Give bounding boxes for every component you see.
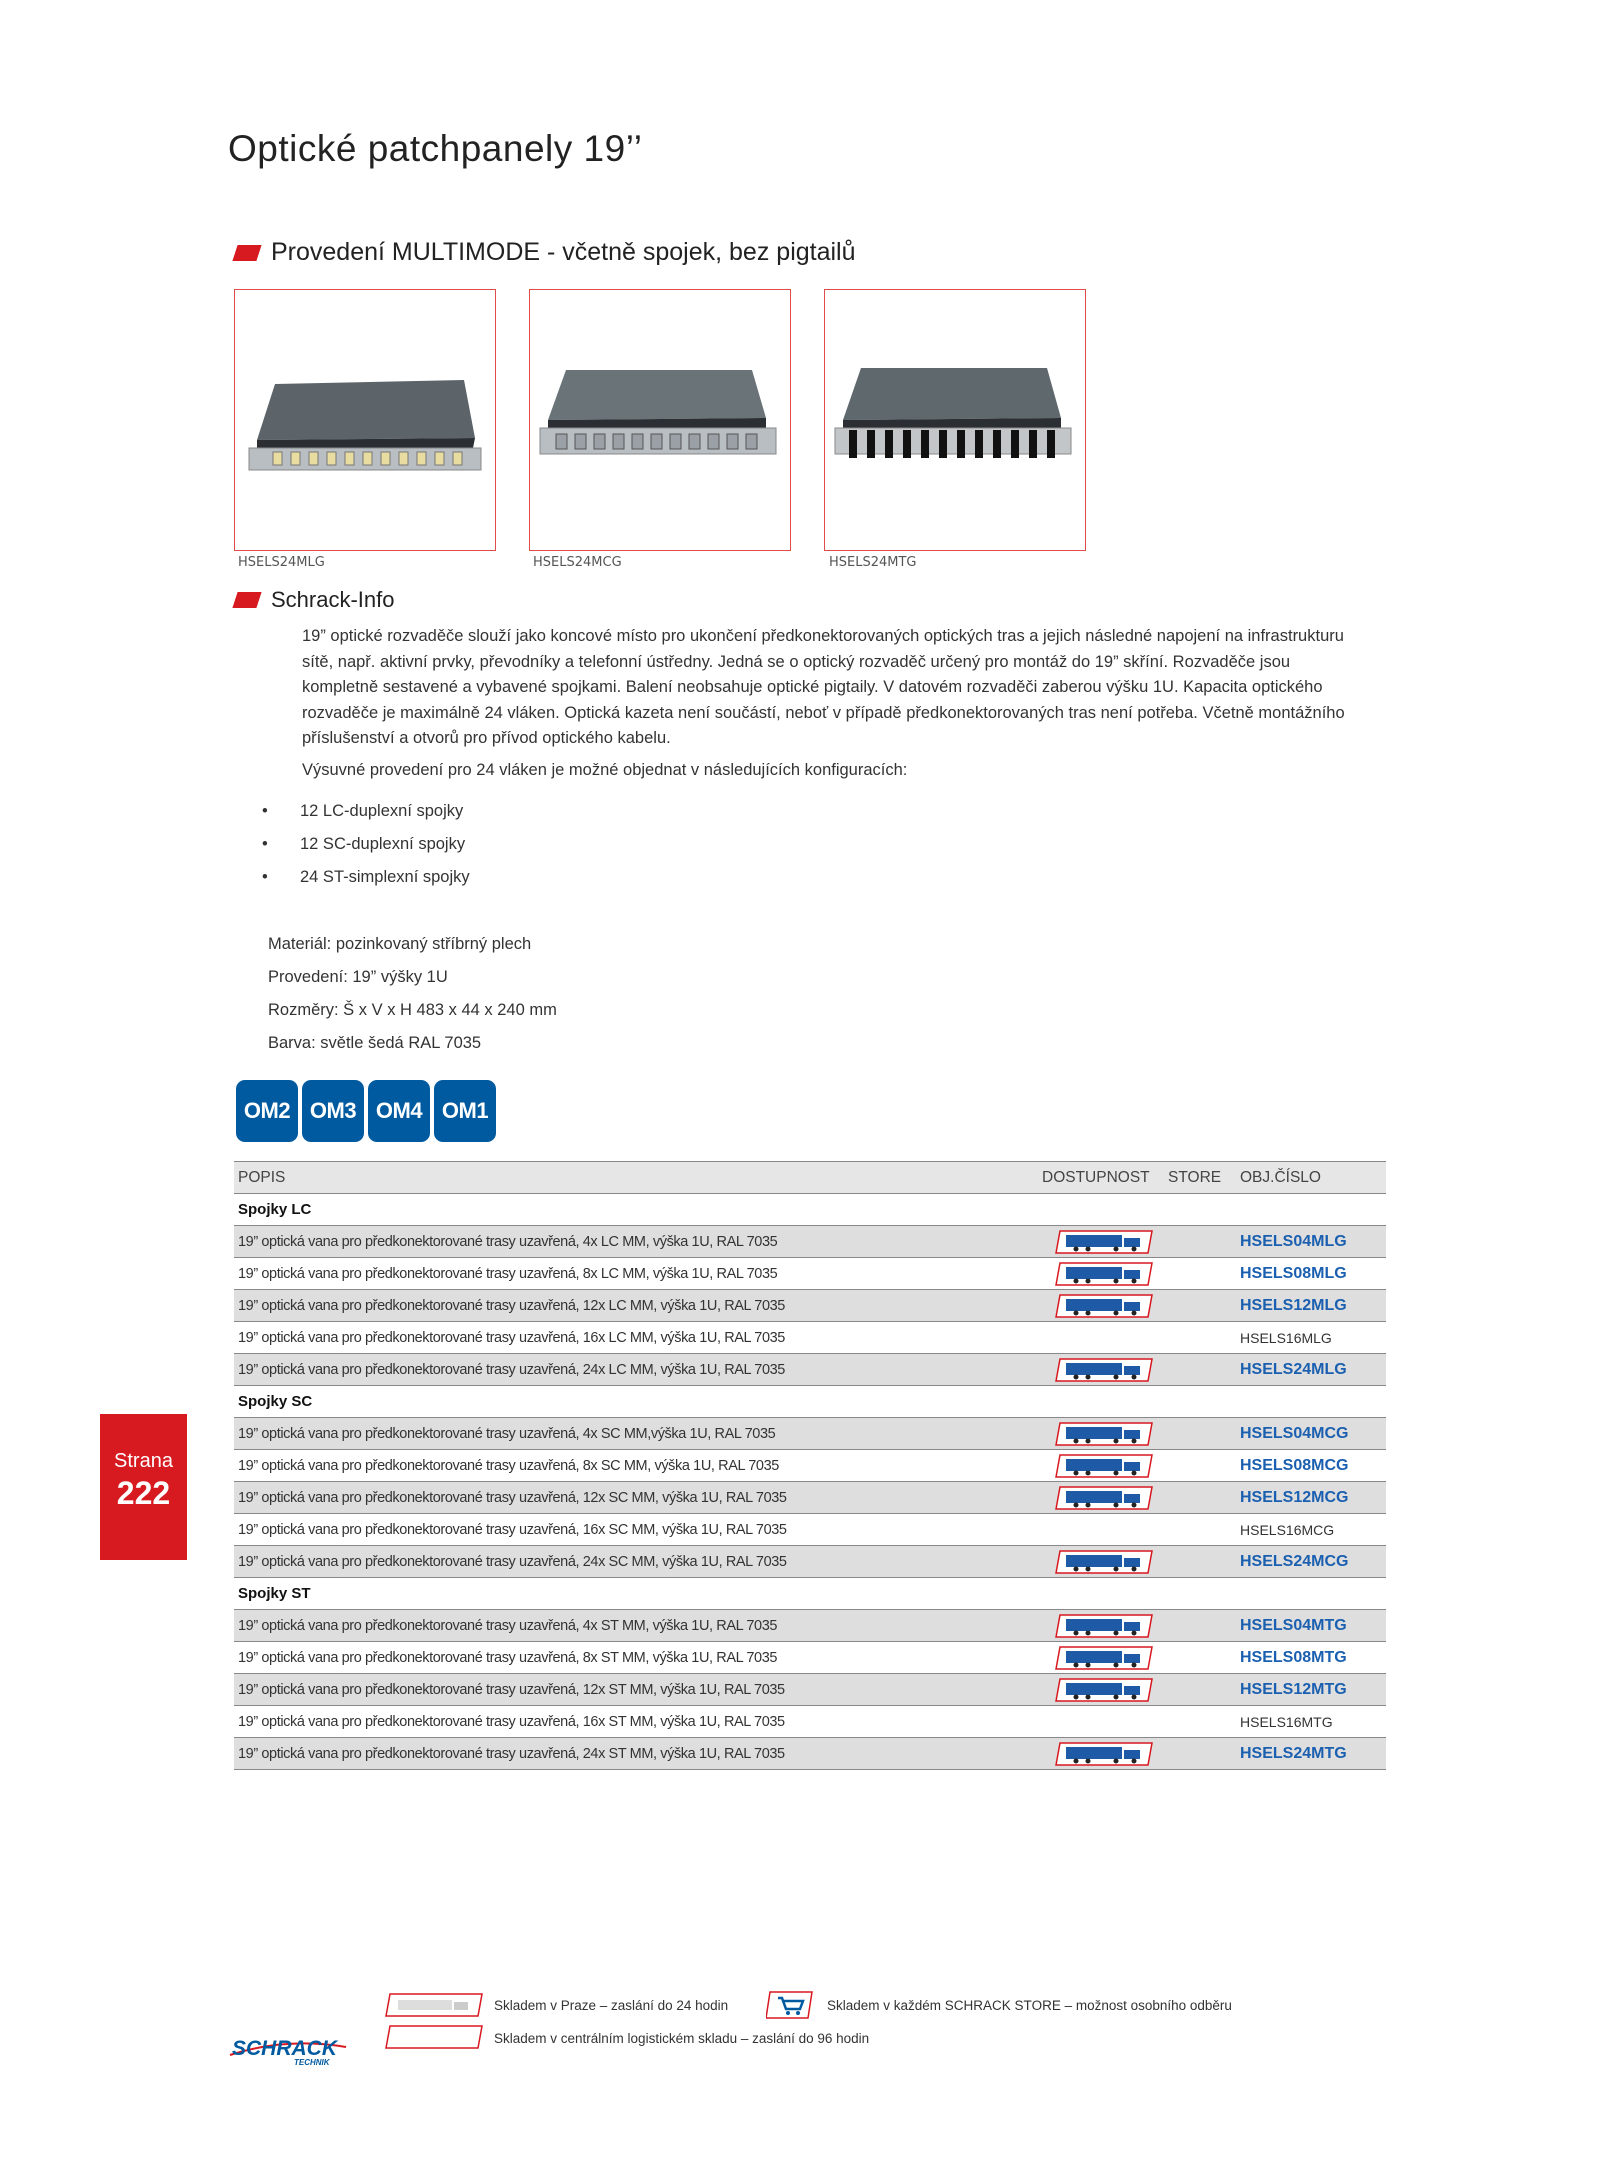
row-description: 19” optická vana pro předkonektorované trasy uzavřená, 4x LC MM, výška 1U, RAL 7035 xyxy=(234,1226,1038,1258)
table-row xyxy=(234,1354,1386,1386)
row-order-code[interactable]: HSELS04MTG xyxy=(1236,1610,1386,1642)
list-item: • 12 LC-duplexní spojky xyxy=(262,802,464,820)
section-heading-info xyxy=(235,587,395,613)
schrack-logo xyxy=(226,2033,350,2072)
row-store xyxy=(1164,1354,1236,1386)
table-row xyxy=(234,1546,1386,1578)
row-order-code: HSELS16MCG xyxy=(1236,1514,1386,1546)
list-item: • 12 SC-duplexní spojky xyxy=(262,835,466,853)
truck-stock-icon xyxy=(1054,1358,1154,1382)
image-caption: HSELS24MTG xyxy=(829,555,917,570)
col-header-dostupnost: DOSTUPNOST xyxy=(1038,1162,1164,1194)
row-store xyxy=(1164,1450,1236,1482)
row-availability xyxy=(1038,1354,1164,1386)
row-description: 19” optická vana pro předkonektorované trasy uzavřená, 8x SC MM, výška 1U, RAL 7035 xyxy=(234,1450,1038,1482)
truck-stock-icon xyxy=(1054,1550,1154,1574)
row-description: 19” optická vana pro předkonektorované trasy uzavřená, 24x LC MM, výška 1U, RAL 7035 xyxy=(234,1354,1038,1386)
table-row xyxy=(234,1226,1386,1258)
legend-store: Skladem v každém SCHRACK STORE – možnost osobního odběru xyxy=(827,1998,1232,2013)
info-config-intro: Výsuvné provedení pro 24 vláken je možné objednat v následujících konfiguracích: xyxy=(302,760,908,779)
svg-text:TECHNIK: TECHNIK xyxy=(294,2058,330,2067)
row-availability xyxy=(1038,1642,1164,1674)
badge-om3: OM3 xyxy=(302,1080,364,1142)
row-description: 19” optická vana pro předkonektorované trasy uzavřená, 16x SC MM, výška 1U, RAL 7035 xyxy=(234,1514,1038,1546)
row-availability xyxy=(1038,1610,1164,1642)
row-order-code: HSELS16MLG xyxy=(1236,1322,1386,1354)
truck-stock-icon xyxy=(1054,1262,1154,1286)
row-availability xyxy=(1038,1482,1164,1514)
row-order-code[interactable]: HSELS08MTG xyxy=(1236,1642,1386,1674)
fiber-class-badges xyxy=(236,1080,496,1142)
table-row xyxy=(234,1290,1386,1322)
group-title: Spojky ST xyxy=(234,1578,1386,1610)
image-caption: HSELS24MCG xyxy=(533,555,622,570)
col-header-store: STORE xyxy=(1164,1162,1236,1194)
row-order-code[interactable]: HSELS12MTG xyxy=(1236,1674,1386,1706)
badge-om2: OM2 xyxy=(236,1080,298,1142)
row-availability xyxy=(1038,1258,1164,1290)
table-group-row xyxy=(234,1386,1386,1418)
row-store xyxy=(1164,1706,1236,1738)
row-store xyxy=(1164,1546,1236,1578)
legend-central: Skladem v centrálním logistickém skladu – zaslání do 96 hodin xyxy=(494,2031,870,2046)
row-order-code[interactable]: HSELS12MCG xyxy=(1236,1482,1386,1514)
spec-dimensions: Rozměry: Š x V x H 483 x 44 x 240 mm xyxy=(268,1001,557,1019)
row-store xyxy=(1164,1674,1236,1706)
row-description: 19” optická vana pro předkonektorované trasy uzavřená, 12x SC MM, výška 1U, RAL 7035 xyxy=(234,1482,1038,1514)
row-availability xyxy=(1038,1738,1164,1770)
legend-truck-icon xyxy=(384,1992,484,2023)
truck-stock-icon xyxy=(1054,1486,1154,1510)
row-availability xyxy=(1038,1290,1164,1322)
info-paragraph: 19” optické rozvaděče slouží jako koncové místo pro ukončení předkonektorovaných optických tras a jejich následné napojení na infrastrukturu sítě, např. aktivní prvky, převodníky a telefonní ústředny. Jedná se o optický rozvaděč určený pro montáž do 19” skříní. Rozvaděče jsou kompletně sestavené a vybavené spojkami. Balení neobsahuje optické pigtaily. V datovém rozvaděči zaberou výšku 1U. Kapacita optického rozvaděče je maximálně 24 vláken. Optická kazeta není součástí, neboť v případě předkonektorovaných tras není potřeba. Včetně montážního příslušenství a otvorů pro přívod optického kabelu. xyxy=(302,627,1345,747)
table-row xyxy=(234,1514,1386,1546)
row-description: 19” optická vana pro předkonektorované trasy uzavřená, 16x LC MM, výška 1U, RAL 7035 xyxy=(234,1322,1038,1354)
row-order-code[interactable]: HSELS04MLG xyxy=(1236,1226,1386,1258)
section-heading-text: Schrack-Info xyxy=(271,587,395,612)
table-header xyxy=(234,1162,1386,1194)
row-description: 19” optická vana pro předkonektorované trasy uzavřená, 8x LC MM, výška 1U, RAL 7035 xyxy=(234,1258,1038,1290)
row-description: 19” optická vana pro předkonektorované trasy uzavřená, 12x ST MM, výška 1U, RAL 7035 xyxy=(234,1674,1038,1706)
table-row xyxy=(234,1450,1386,1482)
svg-text:SCHRACK: SCHRACK xyxy=(232,2037,337,2060)
row-description: 19” optická vana pro předkonektorované trasy uzavřená, 8x ST MM, výška 1U, RAL 7035 xyxy=(234,1642,1038,1674)
badge-om4: OM4 xyxy=(368,1080,430,1142)
row-store xyxy=(1164,1258,1236,1290)
row-store xyxy=(1164,1514,1236,1546)
table-row xyxy=(234,1674,1386,1706)
legend-warehouse-icon xyxy=(384,2024,484,2055)
badge-om1: OM1 xyxy=(434,1080,496,1142)
row-availability xyxy=(1038,1322,1164,1354)
row-order-code[interactable]: HSELS24MLG xyxy=(1236,1354,1386,1386)
page-number: 222 xyxy=(116,1475,171,1511)
row-store xyxy=(1164,1610,1236,1642)
page-title: Optické patchpanely 19’’ xyxy=(228,128,643,169)
row-availability xyxy=(1038,1546,1164,1578)
section-heading-multimode xyxy=(235,238,856,267)
col-header-obj: OBJ.ČÍSLO xyxy=(1236,1162,1386,1194)
product-image-sc xyxy=(529,289,791,551)
row-order-code[interactable]: HSELS12MLG xyxy=(1236,1290,1386,1322)
row-order-code[interactable]: HSELS24MTG xyxy=(1236,1738,1386,1770)
row-order-code[interactable]: HSELS08MCG xyxy=(1236,1450,1386,1482)
table-row xyxy=(234,1482,1386,1514)
table-row xyxy=(234,1706,1386,1738)
row-availability xyxy=(1038,1706,1164,1738)
truck-stock-icon xyxy=(1054,1742,1154,1766)
row-order-code[interactable]: HSELS24MCG xyxy=(1236,1546,1386,1578)
col-header-popis: POPIS xyxy=(234,1162,1038,1194)
row-availability xyxy=(1038,1226,1164,1258)
row-description: 19” optická vana pro předkonektorované trasy uzavřená, 12x LC MM, výška 1U, RAL 7035 xyxy=(234,1290,1038,1322)
row-description: 19” optická vana pro předkonektorované trasy uzavřená, 4x ST MM, výška 1U, RAL 7035 xyxy=(234,1610,1038,1642)
table-row xyxy=(234,1642,1386,1674)
product-image-lc xyxy=(234,289,496,551)
row-availability xyxy=(1038,1418,1164,1450)
table-row xyxy=(234,1418,1386,1450)
legend-prague: Skladem v Praze – zaslání do 24 hodin xyxy=(494,1998,729,2013)
truck-stock-icon xyxy=(1054,1422,1154,1446)
spec-design: Provedení: 19” výšky 1U xyxy=(268,968,448,986)
row-availability xyxy=(1038,1450,1164,1482)
truck-stock-icon xyxy=(1054,1230,1154,1254)
group-title: Spojky LC xyxy=(234,1194,1386,1226)
table-row xyxy=(234,1610,1386,1642)
config-list xyxy=(262,795,470,894)
page-label: Strana xyxy=(114,1450,173,1472)
table-row xyxy=(234,1738,1386,1770)
product-table xyxy=(234,1161,1386,1770)
truck-stock-icon xyxy=(1054,1294,1154,1318)
info-text xyxy=(302,624,1362,783)
row-order-code: HSELS16MTG xyxy=(1236,1706,1386,1738)
row-description: 19” optická vana pro předkonektorované trasy uzavřená, 24x SC MM, výška 1U, RAL 7035 xyxy=(234,1546,1038,1578)
row-store xyxy=(1164,1290,1236,1322)
row-order-code[interactable]: HSELS08MLG xyxy=(1236,1258,1386,1290)
row-store xyxy=(1164,1738,1236,1770)
table-group-row xyxy=(234,1578,1386,1610)
row-availability xyxy=(1038,1674,1164,1706)
shopping-cart-icon xyxy=(766,1990,816,2025)
row-availability xyxy=(1038,1514,1164,1546)
table-group-row xyxy=(234,1194,1386,1226)
spec-material: Materiál: pozinkovaný stříbrný plech xyxy=(268,935,532,953)
row-order-code[interactable]: HSELS04MCG xyxy=(1236,1418,1386,1450)
red-bullet-icon xyxy=(232,592,261,608)
truck-stock-icon xyxy=(1054,1678,1154,1702)
list-item: • 24 ST-simplexní spojky xyxy=(262,868,470,886)
table-row xyxy=(234,1322,1386,1354)
truck-stock-icon xyxy=(1054,1646,1154,1670)
table-row xyxy=(234,1258,1386,1290)
section-heading-text: Provedení MULTIMODE - včetně spojek, bez pigtailů xyxy=(271,238,856,266)
red-bullet-icon xyxy=(232,245,261,261)
row-store xyxy=(1164,1226,1236,1258)
row-store xyxy=(1164,1642,1236,1674)
image-caption: HSELS24MLG xyxy=(238,555,325,570)
spec-list xyxy=(268,928,557,1060)
group-title: Spojky SC xyxy=(234,1386,1386,1418)
product-image-st xyxy=(824,289,1086,551)
row-description: 19” optická vana pro předkonektorované trasy uzavřená, 16x ST MM, výška 1U, RAL 7035 xyxy=(234,1706,1038,1738)
row-description: 19” optická vana pro předkonektorované trasy uzavřená, 24x ST MM, výška 1U, RAL 7035 xyxy=(234,1738,1038,1770)
page-number-tab xyxy=(100,1414,187,1560)
row-description: 19” optická vana pro předkonektorované trasy uzavřená, 4x SC MM,výška 1U, RAL 7035 xyxy=(234,1418,1038,1450)
row-store xyxy=(1164,1482,1236,1514)
spec-color: Barva: světle šedá RAL 7035 xyxy=(268,1034,482,1052)
row-store xyxy=(1164,1418,1236,1450)
truck-stock-icon xyxy=(1054,1614,1154,1638)
row-store xyxy=(1164,1322,1236,1354)
truck-stock-icon xyxy=(1054,1454,1154,1478)
